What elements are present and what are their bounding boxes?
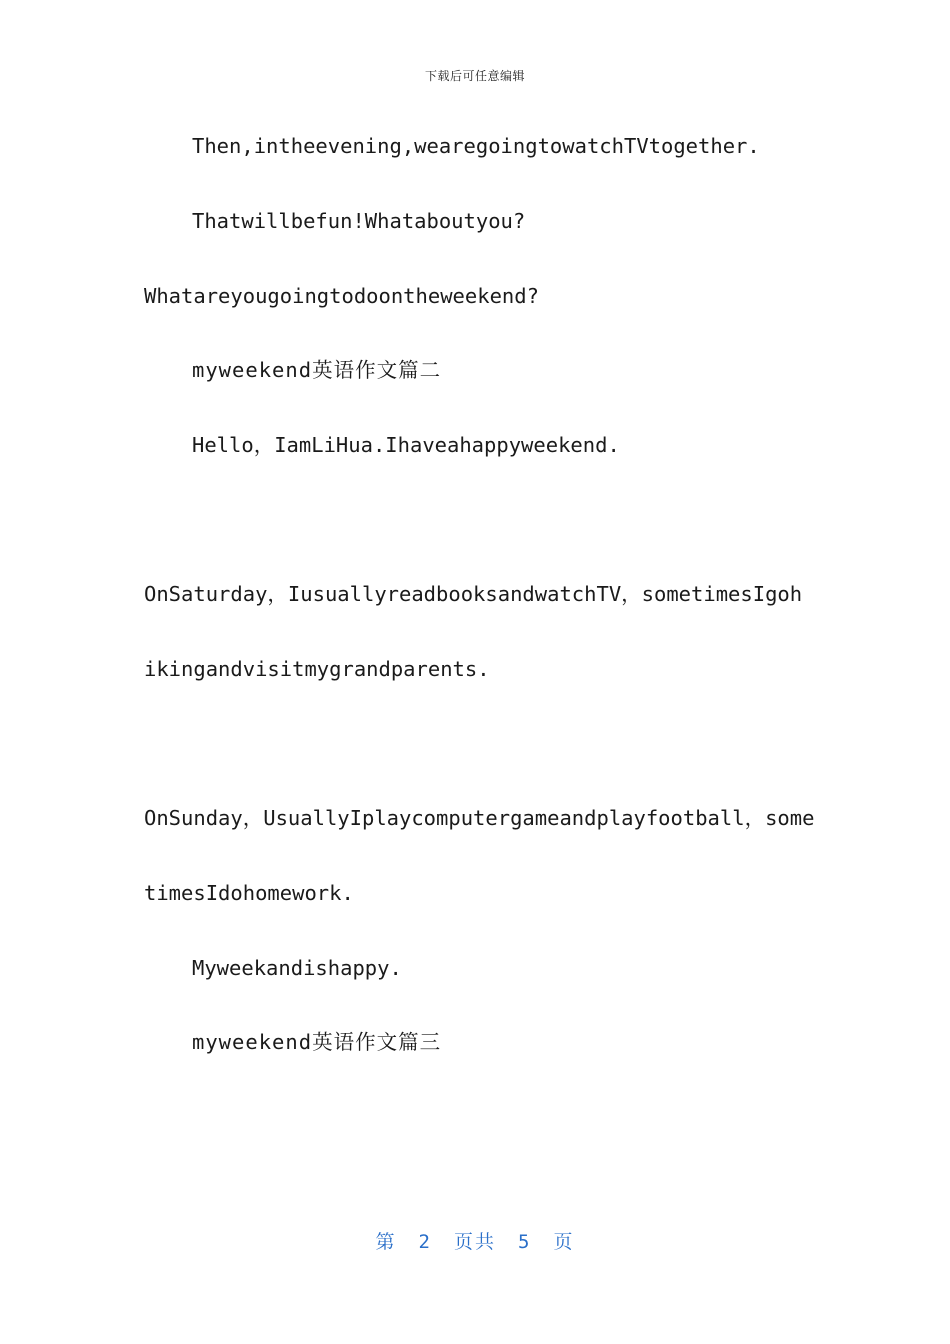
footer-current-page: 2 (418, 1231, 432, 1253)
footer-total-pages: 5 (518, 1231, 532, 1253)
body-line-9: timesIdohomework. (144, 881, 354, 905)
body-line-10: Myweekandishappy. (192, 956, 402, 980)
body-line-3: Whatareyougoingtodoontheweekend? (144, 284, 539, 308)
body-line-5: Hello，IamLiHua.Ihaveahappyweekend. (192, 433, 620, 457)
body-line-7: ikingandvisitmygrandparents. (144, 657, 490, 681)
body-line-8: OnSunday，UsuallyIplaycomputergameandplayfootball，some (144, 806, 815, 830)
body-line-1: Then,intheevening,wearegoingtowatchTVtogether. (192, 134, 760, 158)
footer-suffix: 页 (553, 1231, 575, 1253)
section-heading-3: myweekend英语作文篇三 (192, 1030, 442, 1054)
body-line-2: Thatwillbefun!Whataboutyou? (192, 209, 526, 233)
page-header-note: 下载后可任意编辑 (424, 69, 525, 83)
footer-prefix: 第 (375, 1231, 397, 1253)
footer-middle: 页共 (453, 1231, 496, 1253)
body-line-6: OnSaturday，IusuallyreadbooksandwatchTV，sometimesIgoh (144, 582, 803, 606)
page-number-footer (0, 1227, 950, 1254)
section-heading-2: myweekend英语作文篇二 (192, 358, 442, 382)
